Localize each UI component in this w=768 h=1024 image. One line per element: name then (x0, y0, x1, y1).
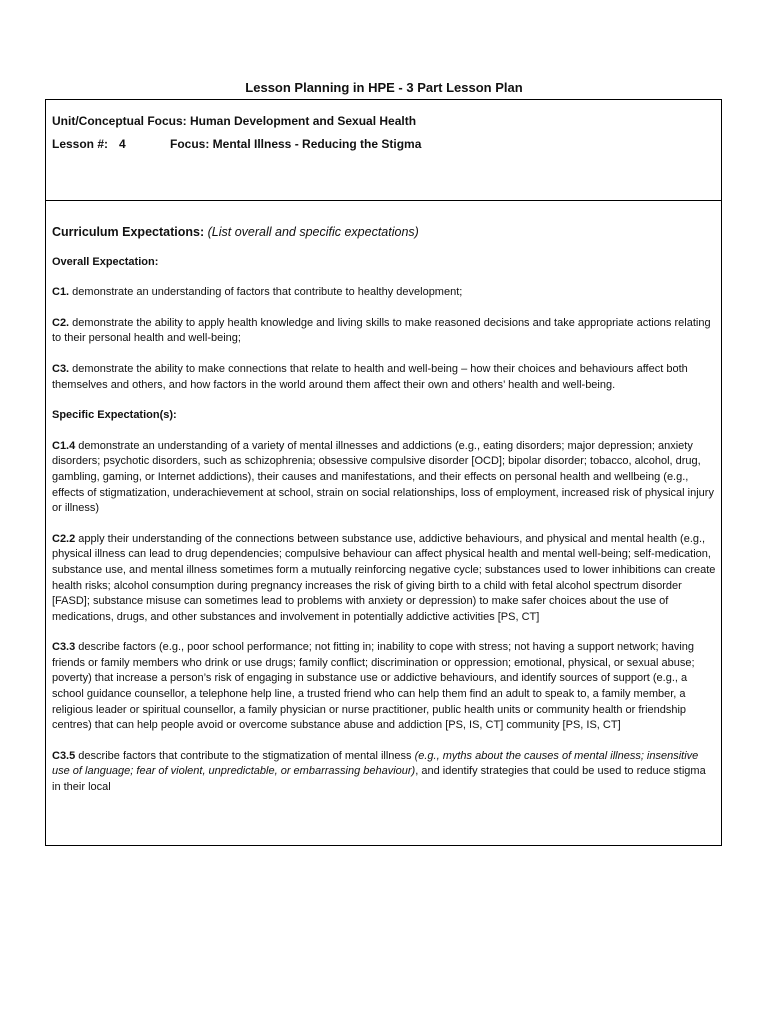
expectation-c3-3: C3.3 describe factors (e.g., poor school performance; not fitting in; inability to cope with stress; not having a support network; having friends or family members who drink or use drugs; family conflict; discrimination or oppression; emotional, physical, or sexual abuse; poverty) that increase a person’s risk of engaging in substance use or addictive behaviours, and identify sources of support (e.g., a school guidance counsellor, a telephone help line, a trusted friend who can help them find an adult to speak to, a family member, a religious leader or spiritual counsellor, a family physician or nurse practitioner, public health units or community health or friendship centres) that can help people avoid or overcome substance abuse and addiction [PS, IS, CT] community [PS, IS, CT] (52, 641, 695, 732)
expectation-c3: C3. demonstrate the ability to make connections that relate to health and well-being – how their choices and behaviours affect both themselves and others, and how factors in the world around them affect their own and others’ health and well-being. (52, 362, 688, 391)
curriculum-heading-note: (List overall and specific expectations) (207, 225, 419, 239)
expectation-c3-5: C3.5 describe factors that contribute to the stigmatization of mental illness (e.g., myths about the causes of mental illness; insensitive use of language; fear of violent, unpredictable, or embarrassing behaviour), and identify strategies that could be used to reduce stigma in their local (52, 749, 706, 794)
expectation-c1: C1. demonstrate an understanding of factors that contribute to healthy development; (52, 286, 463, 299)
unit-focus: Unit/Conceptual Focus: Human Development and Sexual Health (52, 114, 417, 128)
lesson-focus: Focus: Mental Illness - Reducing the Stigma (170, 137, 422, 151)
curriculum-heading: Curriculum Expectations: (List overall and specific expectations) (52, 225, 419, 239)
expectation-c1-4: C1.4 demonstrate an understanding of a variety of mental illnesses and addictions (e.g., eating disorders; major depression; anxiety disorders; psychotic disorders, such as schizophrenia; obsessive compulsive disorder [OCD]; bipolar disorder; tobacco, alcohol, drug, gambling, gaming, or Internet addictions), their causes and manifestations, and their effects on personal health and wellbeing (e.g., effects of stigmatization, underachievement at school, strain on social relationships, loss of employment, increased risk of physical injury or illness) (52, 439, 714, 515)
expectation-c2-2: C2.2 apply their understanding of the connections between substance use, addictive behaviours, and physical and mental health (e.g., physical illness can lead to drug dependencies; compulsive behaviour can affect physical health and mental well-being; self-medication, substance use, and mental illness sometimes form a mutually reinforcing negative cycle; substances used to lower inhibitions can create health risks; alcohol consumption during pregnancy increases the risk of giving birth to a child with fetal alcohol spectrum disorder [FASD]; substance misuse can sometimes lead to problems with anxiety or depression) to make safer choices about the use of medications, drugs, and other substances and involvement in potentially addictive activities [PS, CT] (52, 532, 716, 623)
specific-heading: Specific Expectation(s): (52, 409, 177, 422)
overall-heading: Overall Expectation: (52, 255, 159, 268)
lesson-header-box (45, 99, 722, 201)
expectation-c2: C2. demonstrate the ability to apply health knowledge and living skills to make reasoned decisions and take appropriate actions relating to their personal health and well-being; (52, 316, 711, 345)
lesson-number: 4 (119, 137, 126, 151)
document-title: Lesson Planning in HPE - 3 Part Lesson Plan (245, 80, 523, 95)
curriculum-box (45, 200, 722, 846)
lesson-label: Lesson #: (52, 137, 109, 151)
